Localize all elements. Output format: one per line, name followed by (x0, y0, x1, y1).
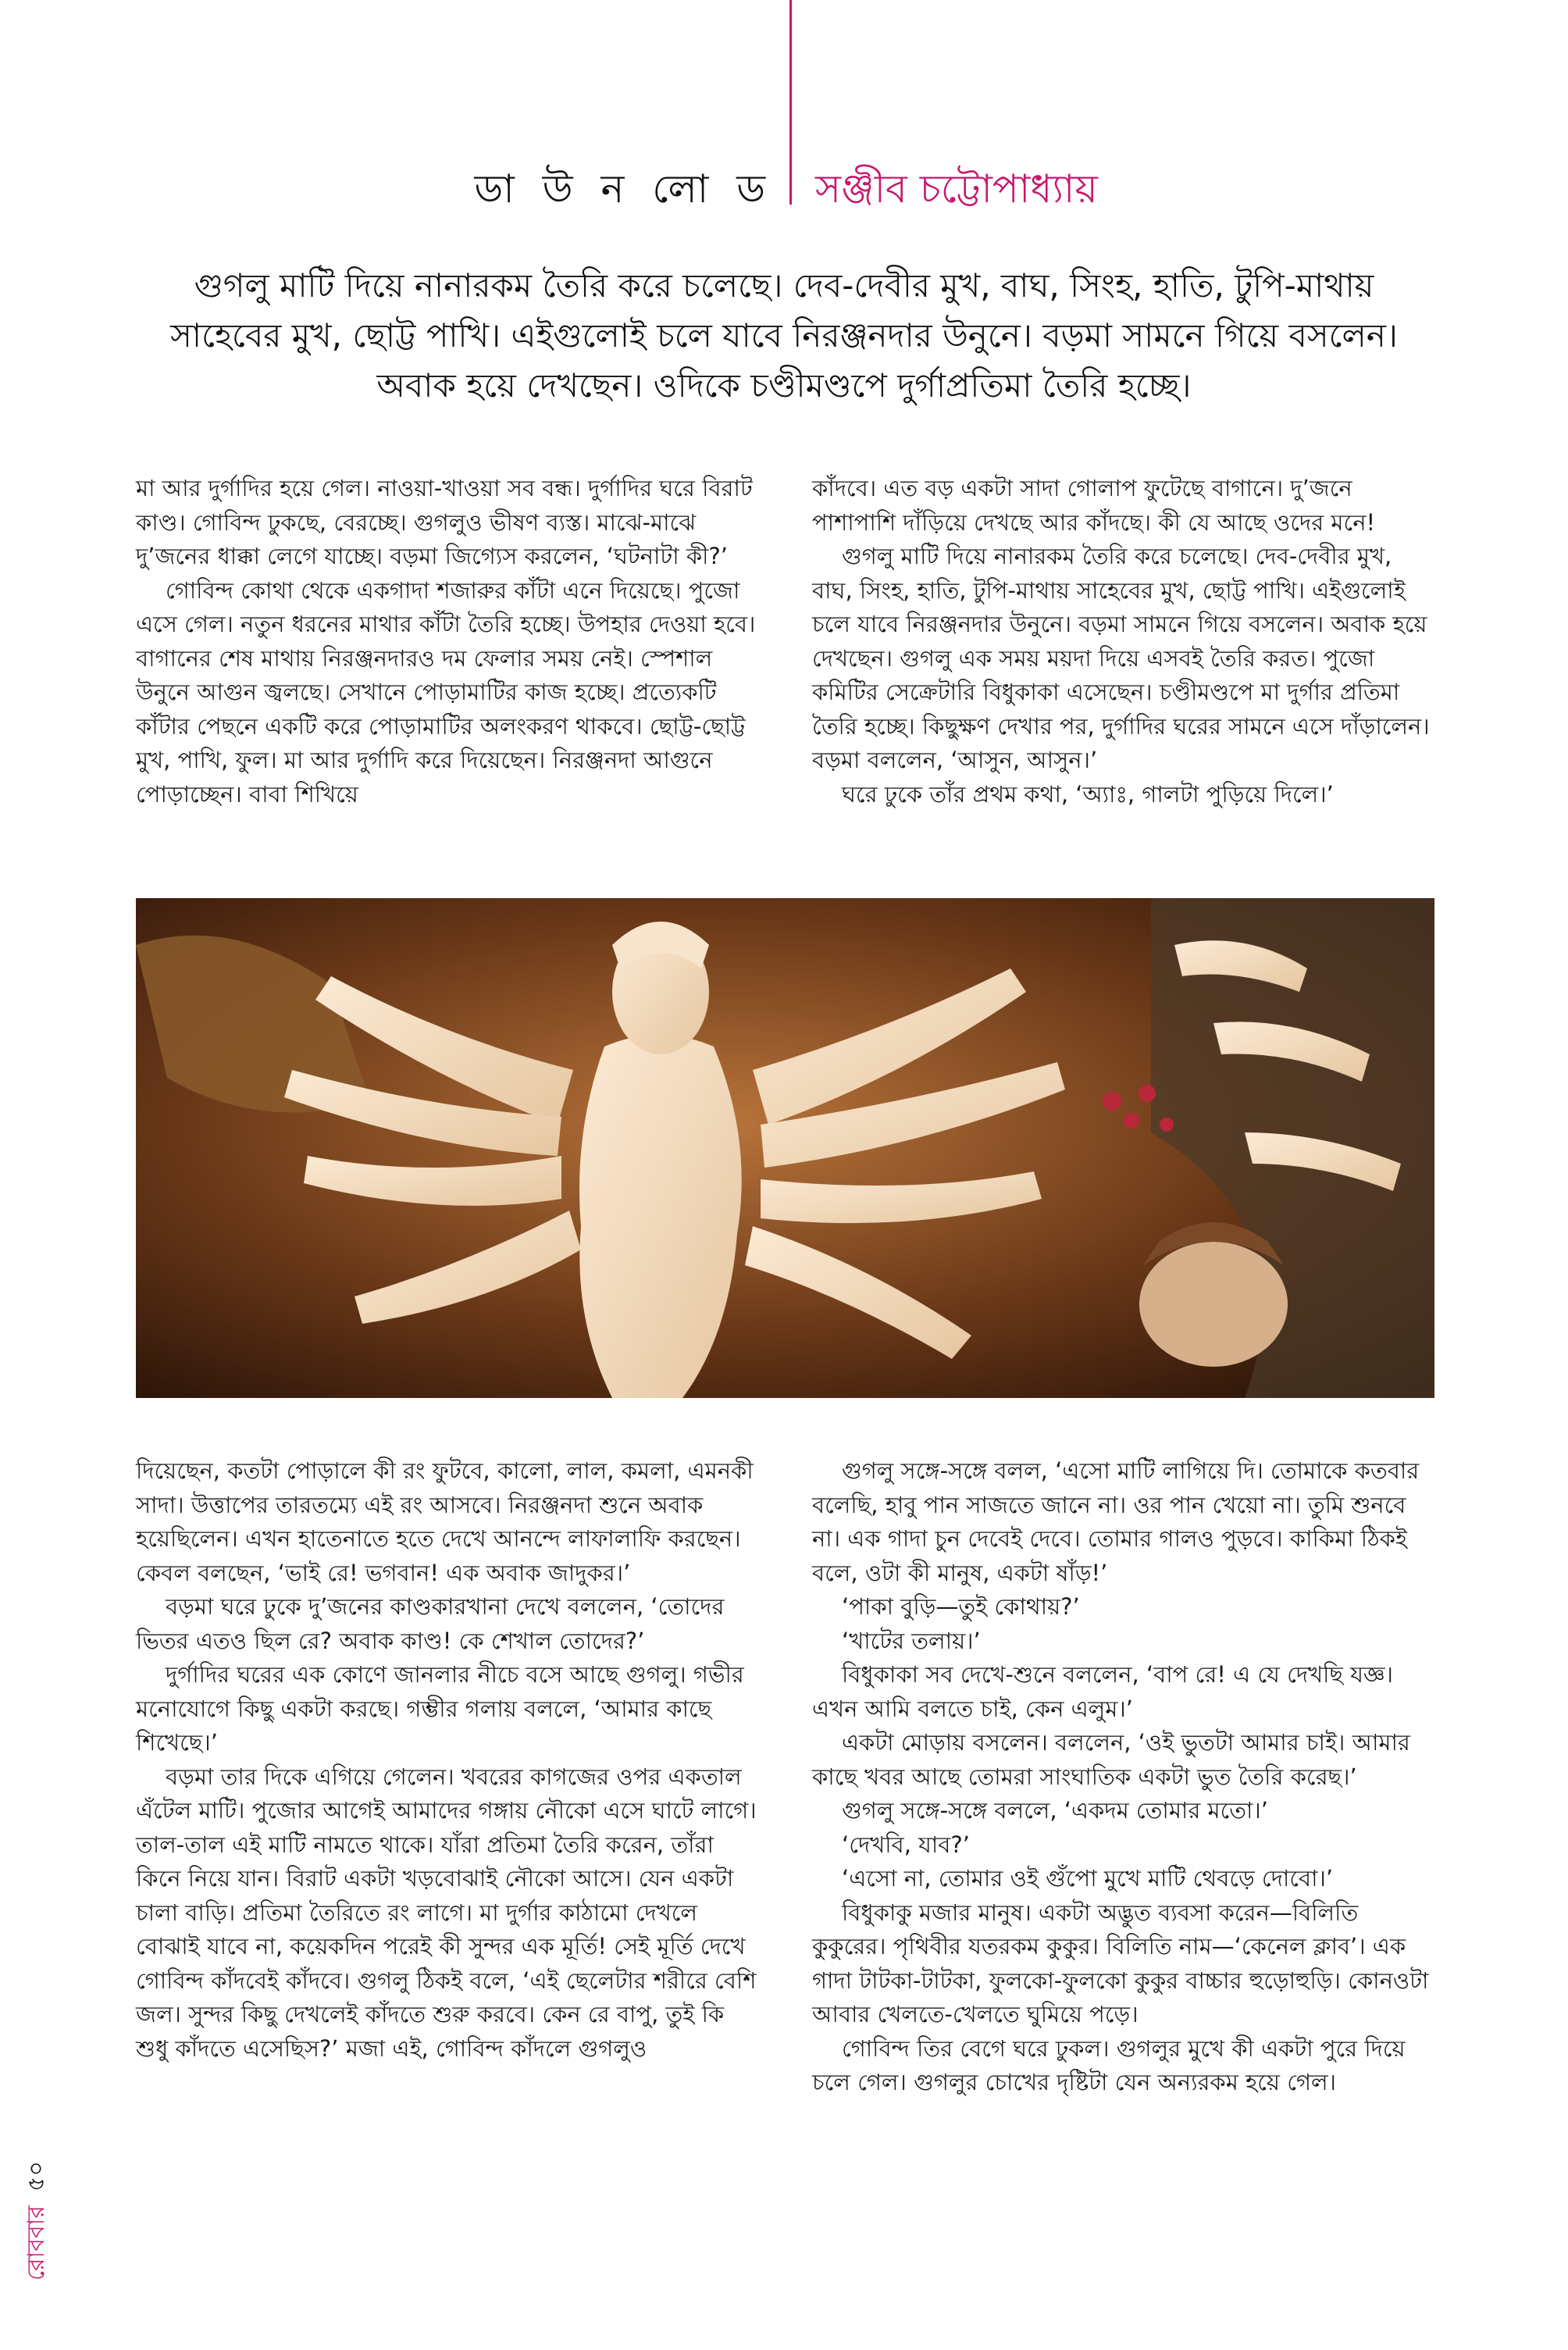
magazine-name: রোববার (23, 2206, 50, 2280)
paragraph: মা আর দুর্গাদির হয়ে গেল। নাওয়া-খাওয়া সব বন্ধ। দুর্গাদির ঘরে বিরাট কাণ্ড। গোবিন্দ ঢুকছে, বেরচ্ছে। গুগলুও ভীষণ ব্যস্ত। মাঝে-মাঝে দু’জনের ধাক্কা লেগে যাচ্ছে। বড়মা জিগ্যেস করলেন, ‘ঘটনাটা কী?’ (136, 475, 753, 569)
paragraph: গুগলু সঙ্গে-সঙ্গে বললে, ‘একদম তোমার মতো।’ (842, 1797, 1269, 1824)
column-bottom-right (812, 1454, 1437, 2100)
paragraph: ‘পাকা বুড়ি—তুই কোথায়?’ (842, 1593, 1080, 1620)
paragraph: ঘরে ঢুকে তাঁর প্রথম কথা, ‘অ্যাঃ, গালটা পুড়িয়ে দিলে।’ (842, 780, 1334, 808)
paragraph: গুগলু মাটি দিয়ে নানারকম তৈরি করে চলেছে। দেব-দেবীর মুখ, বাঘ, সিংহ, হাতি, টুপি-মাথায় সাহেবের মুখ, ছোট্ট পাখি। এইগুলোই চলে যাবে নিরঞ্জনদার উনুনে। বড়মা সামনে গিয়ে বসলেন। অবাক হয়ে দেখছেন। গুগলু এক সময় ময়দা দিয়ে এসবই তৈরি করত। পুজো কমিটির সেক্রেটারি বিধুকাকা এসেছেন। চণ্ডীমণ্ডপে মা দুর্গার প্রতিমা তৈরি হচ্ছে। কিছুক্ষণ দেখার পর, দুর্গাদির ঘরের সামনে এসে দাঁড়ালেন। বড়মা বললেন, ‘আসুন, আসুন।’ (812, 543, 1430, 773)
column-top-right (812, 472, 1437, 811)
paragraph: বড়মা ঘরে ঢুকে দু’জনের কাণ্ডকারখানা দেখে বললেন, ‘তোদের ভিতর এতও ছিল রে? অবাক কাণ্ড! কে শেখাল তোদের?’ (136, 1593, 725, 1654)
author-name: সঞ্জীব চট্টোপাধ্যায় (815, 166, 1098, 212)
paragraph: কাঁদবে। এত বড় একটা সাদা গোলাপ ফুটেছে বাগানে। দু’জনে পাশাপাশি দাঁড়িয়ে দেখছে আর কাঁদছে। কী যে আছে ওদের মনে! (812, 475, 1376, 536)
column-top-left (136, 472, 761, 811)
demon-head (1139, 1242, 1288, 1367)
intro-blurb (125, 261, 1443, 411)
paragraph: বিধুকাকু মজার মানুষ। একটা অদ্ভুত ব্যবসা করেন—বিলিতি কুকুরের। পৃথিবীর যতরকম কুকুর। বিলিতি নাম—‘কেনেল ক্লাব’। এক গাদা টাটকা-টাটকা, ফুলকো-ফুলকো কুকুর বাচ্চার হুড়োহুড়ি। কোনওটা আবার খেলতে-খেলতে ঘুমিয়ে পড়ে। (812, 1899, 1429, 2027)
paragraph: বড়মা তার দিকে এগিয়ে গেলেন। খবরের কাগজের ওপর একতাল এঁটেল মাটি। পুজোর আগেই আমাদের গঙ্গায় নৌকো এসে ঘাটে লাগে। তাল-তাল এই মাটি নামতে থাকে। যাঁরা প্রতিমা তৈরি করেন, তাঁরা কিনে নিয়ে যান। বিরাট একটা খড়বোঝাই নৌকো আসে। যেন একটা চালা বাড়ি। প্রতিমা তৈরিতে রং লাগে। মা দুর্গার কাঠামো দেখলে বোঝাই যাবে না, কয়েকদিন পরেই কী সুন্দর এক মূর্তি! সেই মূর্তি দেখে গোবিন্দ কাঁদবেই কাঁদবে। গুগলু ঠিকই বলে, ‘এই ছেলেটার শরীরে বেশি জল। সুন্দর কিছু দেখলেই কাঁদতে শুরু করবে। কেন রে বাপু, তুই কি শুধু কাঁদতে এসেছিস?’ মজা এই, গোবিন্দ কাঁদলে গুগলুও (136, 1763, 757, 2062)
paragraph: দিয়েছেন, কতটা পোড়ালে কী রং ফুটবে, কালো, লাল, কমলা, এমনকী সাদা। উত্তাপের তারতম্যে এই রং আসবে। নিরঞ্জনদা শুনে অবাক হয়েছিলেন। এখন হাতেনাতে হতে দেখে আনন্দে লাফালাফি করছেন। কেবল বলছেন, ‘ভাই রে! ভগবান! এক অবাক জাদুকর।’ (136, 1457, 754, 1586)
paragraph: গোবিন্দ কোথা থেকে একগাদা শজারুর কাঁটা এনে দিয়েছে। পুজো এসে গেল। নতুন ধরনের মাথার কাঁটা তৈরি হচ্ছে। উপহার দেওয়া হবে। বাগানের শেষ মাথায় নিরঞ্জনদারও দম ফেলার সময় নেই। স্পেশাল উনুনে আগুন জ্বলছে। সেখানে পোড়ামাটির কাজ হচ্ছে। প্রত্যেকটি কাঁটার পেছনে একটি করে পোড়ামাটির অলংকরণ থাকবে। ছোট্ট-ছোট্ট মুখ, পাখি, ফুল। মা আর দুর্গাদি করে দিয়েছেন। নিরঞ্জনদা আগুনে পোড়াচ্ছেন। বাবা শিখিয়ে (136, 576, 756, 808)
paragraph: একটা মোড়ায় বসলেন। বললেন, ‘ওই ভুতটা আমার চাই। আমার কাছে খবর আছে তোমরা সাংঘাতিক একটা ভুত তৈরি করেছ।’ (812, 1729, 1410, 1790)
paragraph: ‘খাটের তলায়।’ (842, 1627, 981, 1654)
paragraph: গুগলু সঙ্গে-সঙ্গে বলল, ‘এসো মাটি লাগিয়ে দি। তোমাকে কতবার বলেছি, হাবু পান সাজতে জানে না। ওর পান খেয়ো না। তুমি শুনবে না। এক গাদা চুন দেবেই দেবে। তোমার গালও পুড়বে। কাকিমা ঠিকই বলে, ওটা কী মানুষ, একটা ষাঁড়!’ (812, 1457, 1420, 1586)
durga-idol-photo (136, 898, 1434, 1398)
paragraph: দুর্গাদির ঘরের এক কোণে জানলার নীচে বসে আছে গুগলু। গভীর মনোযোগে কিছু একটা করছে। গম্ভীর গলায় বললে, ‘আমার কাছে শিখেছে।’ (136, 1661, 744, 1756)
section-title: ডা উ ন লো ড (474, 166, 773, 212)
intro-line: সাহেবের মুখ, ছোট্ট পাখি। এইগুলোই চলে যাবে নিরঞ্জনদার উনুনে। বড়মা সামনে গিয়ে বসলেন। (170, 316, 1398, 355)
intro-line: গুগলু মাটি দিয়ে নানারকম তৈরি করে চলেছে। দেব-দেবীর মুখ, বাঘ, সিংহ, হাতি, টুপি-মাথায় (194, 266, 1374, 305)
paragraph: ‘এসো না, তোমার ওই গুঁপো মুখে মাটি থেবড়ে দোবো।’ (842, 1865, 1334, 1892)
paragraph: বিধুকাকা সব দেখে-শুনে বললেন, ‘বাপ রে! এ যে দেখছি যজ্ঞ। এখন আমি বলতে চাই, কেন এলুম।’ (812, 1661, 1394, 1722)
page-folio (17, 2046, 57, 2280)
page-number: ৫০ (23, 2161, 50, 2192)
intro-line: অবাক হয়ে দেখছেন। ওদিকে চণ্ডীমণ্ডপে দুর্গাপ্রতিমা তৈরি হচ্ছে। (376, 366, 1192, 405)
column-bottom-left (136, 1454, 761, 2066)
paragraph: ‘দেখবি, যাব?’ (842, 1831, 971, 1858)
header-rule (789, 0, 792, 205)
paragraph: গোবিন্দ তির বেগে ঘরে ঢুকল। গুগলুর মুখে কী একটা পুরে দিয়ে চলে গেল। গুগলুর চোখের দৃষ্টিটা যেন অন্যরকম হয়ে গেল। (812, 2034, 1406, 2095)
